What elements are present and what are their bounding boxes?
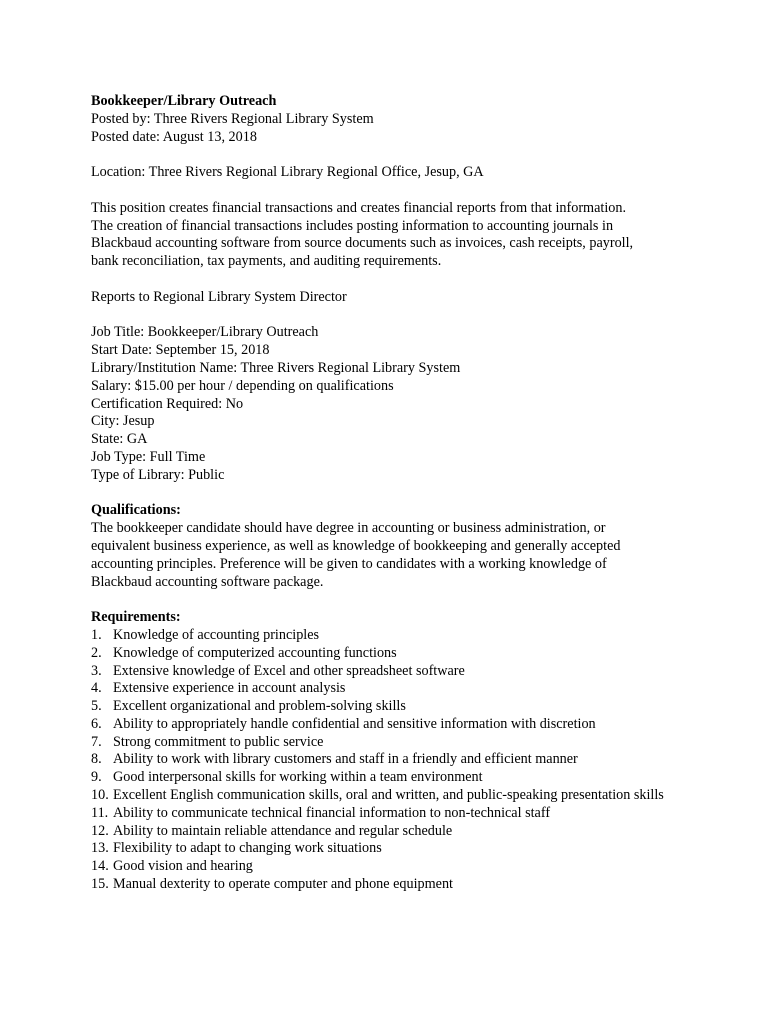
requirement-number: 5.: [91, 698, 102, 715]
requirement-item: [91, 787, 731, 805]
requirement-number: 10.: [91, 787, 109, 804]
requirement-text: Ability to appropriately handle confidential and sensitive information with discretion: [113, 715, 596, 732]
requirement-text: Ability to communicate technical financial information to non-technical staff: [113, 804, 551, 821]
description-paragraph: [91, 200, 731, 271]
requirement-number: 7.: [91, 733, 102, 750]
requirement-number: 3.: [91, 662, 102, 679]
spacer: [91, 485, 731, 503]
requirements-heading: Requirements:: [91, 609, 181, 626]
requirement-text: Flexibility to adapt to changing work situations: [113, 840, 382, 857]
requirement-text: Extensive experience in account analysis: [113, 680, 346, 697]
requirement-number: 4.: [91, 680, 102, 697]
document-page: [91, 93, 731, 894]
requirement-item: [91, 840, 731, 858]
description-line: This position creates financial transactions and creates financial reports from that information.: [91, 199, 626, 216]
requirements-section: [91, 609, 731, 894]
spacer: [91, 591, 731, 609]
requirement-item: [91, 805, 731, 823]
requirement-text: Manual dexterity to operate computer and phone equipment: [113, 876, 453, 893]
spacer: [91, 271, 731, 289]
requirement-item: [91, 627, 731, 645]
requirement-number: 1.: [91, 626, 102, 643]
location: Location: Three Rivers Regional Library Regional Office, Jesup, GA: [91, 164, 484, 181]
requirement-text: Ability to maintain reliable attendance and regular schedule: [113, 822, 453, 839]
reports-to: Reports to Regional Library System Director: [91, 288, 347, 305]
requirement-number: 6.: [91, 715, 102, 732]
posted-date: Posted date: August 13, 2018: [91, 128, 257, 145]
requirement-text: Good interpersonal skills for working within a team environment: [113, 769, 483, 786]
requirement-item: [91, 680, 731, 698]
requirement-item: [91, 751, 731, 769]
posted-by: Posted by: Three Rivers Regional Library System: [91, 110, 374, 127]
detail-state: State: GA: [91, 431, 148, 448]
requirement-number: 8.: [91, 751, 102, 768]
requirements-list: [91, 627, 731, 894]
requirement-text: Extensive knowledge of Excel and other spreadsheet software: [113, 662, 465, 679]
requirement-number: 2.: [91, 644, 102, 661]
requirement-item: [91, 858, 731, 876]
detail-start-date: Start Date: September 15, 2018: [91, 342, 270, 359]
requirement-item: [91, 876, 731, 894]
detail-salary: Salary: $15.00 per hour / depending on qualifications: [91, 377, 394, 394]
description-line: The creation of financial transactions includes posting information to accounting journals in: [91, 217, 614, 234]
requirement-item: [91, 698, 731, 716]
detail-city: City: Jesup: [91, 413, 155, 430]
requirement-item: [91, 823, 731, 841]
requirement-text: Ability to work with library customers and staff in a friendly and efficient manner: [113, 751, 578, 768]
qualifications-section: [91, 502, 731, 591]
detail-job-title: Job Title: Bookkeeper/Library Outreach: [91, 324, 319, 341]
requirement-item: [91, 663, 731, 681]
job-title-heading: Bookkeeper/Library Outreach: [91, 93, 277, 109]
detail-library-type: Type of Library: Public: [91, 466, 225, 483]
requirement-number: 9.: [91, 769, 102, 786]
qualifications-line: The bookkeeper candidate should have degree in accounting or business administration, or: [91, 520, 606, 537]
spacer: [91, 182, 731, 200]
requirement-number: 11.: [91, 804, 109, 821]
detail-certification: Certification Required: No: [91, 395, 244, 412]
requirement-item: [91, 716, 731, 734]
requirement-item: [91, 769, 731, 787]
requirement-text: Strong commitment to public service: [113, 733, 324, 750]
requirement-text: Knowledge of computerized accounting functions: [113, 644, 397, 661]
description-line: bank reconciliation, tax payments, and auditing requirements.: [91, 253, 442, 270]
requirement-number: 14.: [91, 858, 109, 875]
requirement-text: Good vision and hearing: [113, 858, 253, 875]
spacer: [91, 307, 731, 325]
requirement-number: 13.: [91, 840, 109, 857]
requirement-number: 15.: [91, 876, 109, 893]
requirement-item: [91, 734, 731, 752]
qualifications-line: Blackbaud accounting software package.: [91, 573, 324, 590]
spacer: [91, 146, 731, 164]
requirement-item: [91, 645, 731, 663]
qualifications-line: equivalent business experience, as well as knowledge of bookkeeping and generally accepted: [91, 537, 621, 554]
description-line: Blackbaud accounting software from source documents such as invoices, cash receipts, payroll,: [91, 235, 634, 252]
requirement-text: Excellent organizational and problem-solving skills: [113, 698, 406, 715]
detail-institution: Library/Institution Name: Three Rivers Regional Library System: [91, 359, 461, 376]
requirement-text: Excellent English communication skills, oral and written, and public-speaking presentation skills: [113, 787, 664, 804]
requirement-number: 12.: [91, 822, 109, 839]
requirement-text: Knowledge of accounting principles: [113, 626, 320, 643]
detail-job-type: Job Type: Full Time: [91, 448, 206, 465]
qualifications-heading: Qualifications:: [91, 502, 181, 519]
qualifications-line: accounting principles. Preference will be given to candidates with a working knowledge of: [91, 555, 607, 572]
job-details: [91, 324, 731, 484]
